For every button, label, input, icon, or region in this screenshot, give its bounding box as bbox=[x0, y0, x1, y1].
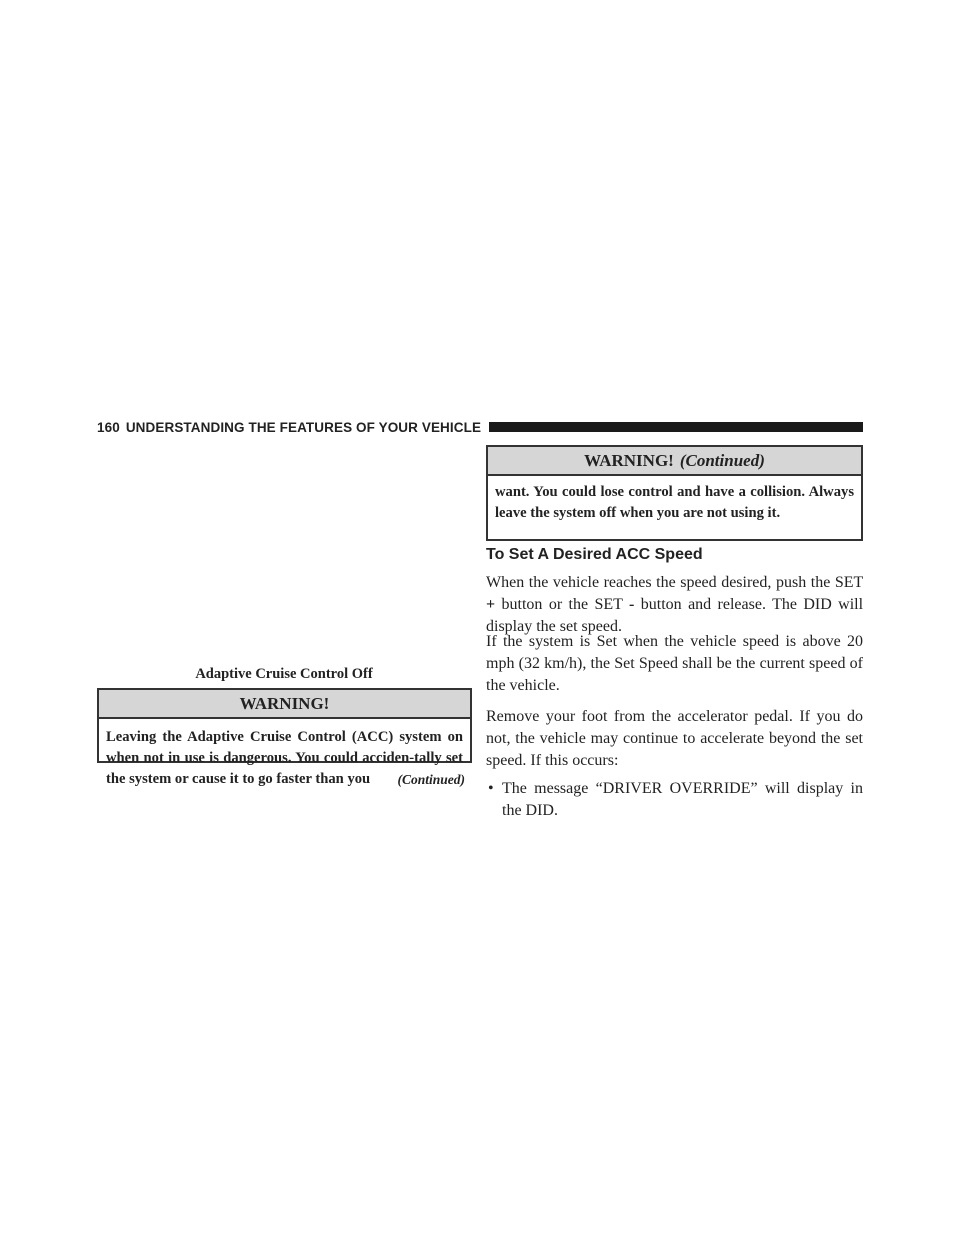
paragraph-text: button and release. The DID will display the set speed. bbox=[486, 596, 864, 635]
header-rule bbox=[489, 422, 863, 432]
section-heading: To Set A Desired ACC Speed bbox=[486, 546, 703, 563]
paragraph-set-speed bbox=[486, 572, 863, 638]
warning-title-text: WARNING! bbox=[584, 451, 674, 470]
list-item bbox=[486, 778, 863, 822]
set-plus-symbol: + bbox=[486, 596, 496, 613]
warning-title bbox=[99, 690, 470, 719]
page-number: 160 bbox=[97, 419, 120, 435]
set-minus-symbol: - bbox=[629, 596, 635, 613]
warning-body: want. You could lose control and have a collision. Always leave the system off when you are not using it. bbox=[495, 484, 854, 521]
paragraph-text: button or the SET bbox=[501, 596, 623, 613]
warning-title-suffix: (Continued) bbox=[679, 451, 765, 470]
paragraph-set-above-20mph: If the system is Set when the vehicle speed is above 20 mph (32 km/h), the Set Speed shall be the current speed of the vehicle. bbox=[486, 633, 863, 694]
figure-caption: Adaptive Cruise Control Off bbox=[195, 666, 373, 682]
continued-note: (Continued) bbox=[397, 772, 465, 787]
warning-body: Leaving the Adaptive Cruise Control (ACC) system on when not in use is dangerous. You could acciden-tally set the system or cause it to go faster than you bbox=[106, 729, 463, 787]
list-item-text: The message “DRIVER OVERRIDE” will display in the DID. bbox=[502, 780, 863, 819]
chapter-title: UNDERSTANDING THE FEATURES OF YOUR VEHICLE bbox=[125, 419, 482, 435]
bullet-icon: • bbox=[488, 780, 494, 797]
page-header bbox=[97, 418, 863, 436]
paragraph-remove-foot: Remove your foot from the accelerator pedal. If you do not, the vehicle may continue to accelerate beyond the set speed. If this occurs: bbox=[486, 708, 863, 769]
warning-box-continued bbox=[486, 445, 863, 541]
paragraph-text: When the vehicle reaches the speed desired, push the SET bbox=[486, 574, 863, 591]
warning-title-text: WARNING! bbox=[239, 694, 330, 713]
warning-title bbox=[488, 447, 861, 476]
